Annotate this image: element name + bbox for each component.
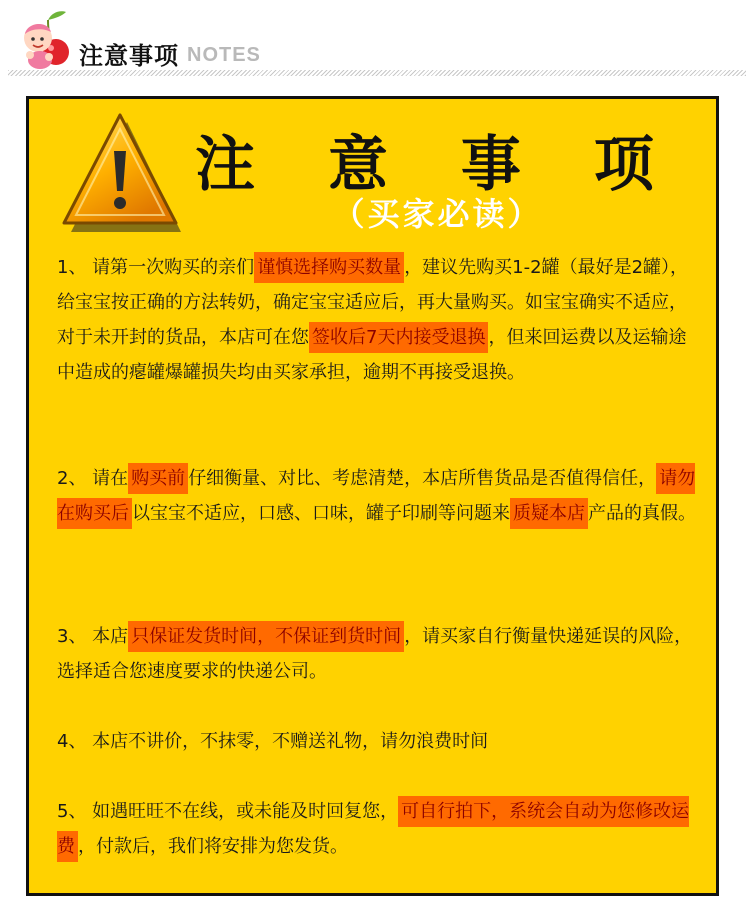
section-header: [0, 0, 750, 80]
notice-subtitle: （买家必读）: [332, 195, 543, 233]
baby-cherry-mascot-icon: [18, 8, 72, 74]
highlight-text: 签收后7天内接受退换: [309, 322, 488, 353]
highlight-text: 请勿在购买后: [57, 463, 695, 529]
notice-panel: [26, 96, 719, 896]
highlight-text: 只保证发货时间，不保证到货时间: [128, 621, 404, 652]
notice-item-3: 3、 本店 只保证发货时间，不保证到货时间 ，请买家自行衡量快递延误的风险，选择适合您速度要求的快递公司。: [57, 619, 702, 689]
highlight-text: 谨慎选择购买数量: [254, 252, 404, 283]
notice-title: 注 意 事 项: [195, 130, 680, 200]
notice-item-4: 4、 本店不讲价，不抹零，不赠送礼物，请勿浪费时间: [57, 731, 489, 752]
section-title: 注意事项: [79, 42, 179, 70]
notice-item-1: 1、 请第一次购买的亲们 谨慎选择购买数量 ，建议先购买1-2罐（最好是2罐），给宝宝按正确的方法转奶，确定宝宝适应后，再大量购买。如宝宝确实不适应，对于未开封的货品，本店可在您 签收后7天内接受退换 ，但来回运费以及运输途中造成的瘪罐爆罐损失均由买家承担，逾期不再接受退换。: [57, 250, 702, 390]
highlight-text: 质疑本店: [510, 498, 588, 529]
highlight-text: 购买前: [128, 463, 188, 494]
notice-item-2: 2、 请在 购买前 仔细衡量、对比、考虑清楚，本店所售货品是否值得信任， 请勿在购买后 以宝宝不适应，口感、口味，罐子印刷等问题来 质疑本店 产品的真假。: [57, 461, 702, 531]
section-subtitle: NOTES: [187, 44, 261, 66]
notice-item-5: 5、 如遇旺旺不在线，或未能及时回复您， 可自行拍下，系统会自动为您修改运费 ，付款后，我们将安排为您发货。: [57, 794, 702, 864]
highlight-text: 可自行拍下，系统会自动为您修改运费: [57, 796, 689, 862]
header-divider: [8, 70, 746, 76]
